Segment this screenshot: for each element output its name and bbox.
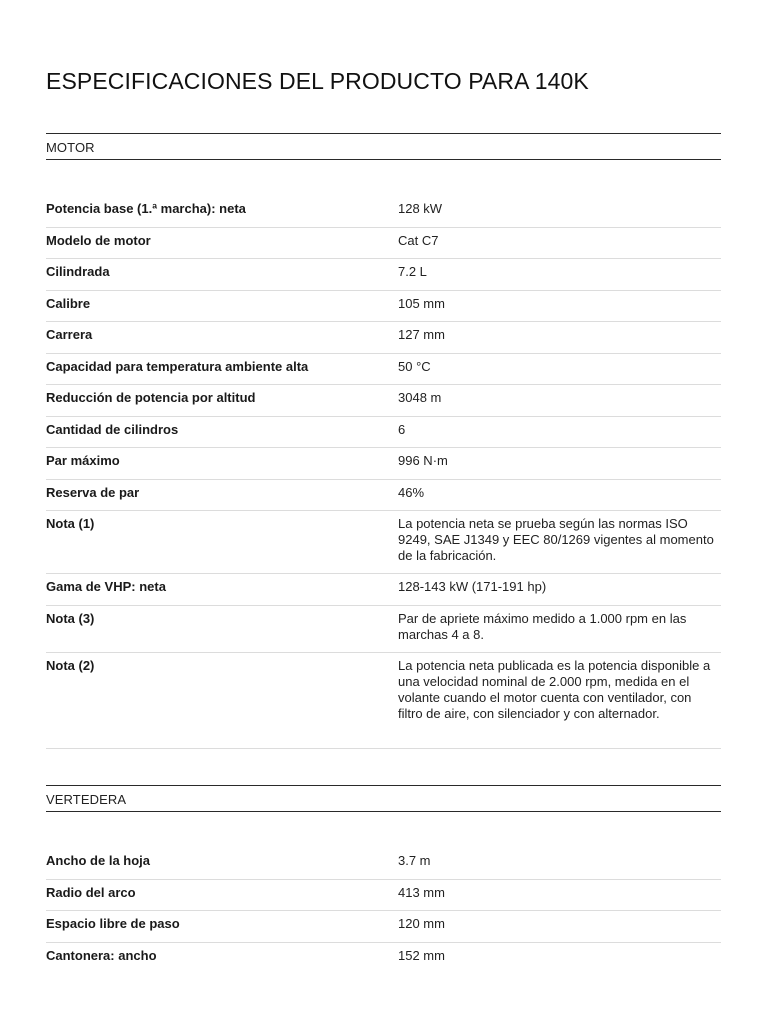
spec-value: 128 kW [398,201,443,216]
spec-row [46,354,721,386]
spec-row [46,291,721,323]
spec-label: Potencia base (1.ª marcha): neta [46,201,246,216]
spec-row [46,880,721,912]
spec-label: Modelo de motor [46,232,151,248]
spec-label: Ancho de la hoja [46,853,151,868]
spec-label: Cilindrada [46,264,110,279]
spec-value: La potencia neta se prueba según las normas ISO 9249, SAE J1349 y EEC 80/1269 vigentes al momento de la fabricación. [398,516,714,563]
spec-label: Gama de VHP: neta [46,579,166,594]
spec-value: 3048 m [398,390,442,405]
spec-value: 105 mm [398,295,445,311]
spec-label: Cantidad de cilindros [46,421,179,437]
spec-row [46,911,721,943]
spec-value: 152 mm [398,947,445,963]
spec-label: Cantonera: ancho [46,947,157,963]
spec-row [46,385,721,417]
spec-value: 996 N·m [398,453,448,468]
spec-label: Nota (3) [46,610,95,626]
spec-row [46,259,721,291]
spec-label: Nota (2) [46,658,95,673]
spec-row [46,653,721,749]
spec-row [46,943,721,975]
spec-row [46,511,721,574]
spec-value: 46% [398,484,425,500]
spec-value: 127 mm [398,327,445,342]
section-header: VERTEDERA [46,785,721,812]
spec-value: La potencia neta publicada es la potencia disponible a una velocidad nominal de 2.000 rpm, medida en el volante cuando el motor cuenta con ventilador, con filtro de aire, con silenciador y con alternador. [398,658,711,721]
spec-value: Par de apriete máximo medido a 1.000 rpm en las marchas 4 a 8. [398,610,687,642]
spec-value: 6 [398,421,406,437]
spec-label: Par máximo [46,453,120,468]
spec-label: Carrera [46,327,93,342]
spec-label: Calibre [46,295,91,311]
spec-row [46,606,721,654]
spec-label: Espacio libre de paso [46,916,180,931]
section-vertedera [46,785,721,974]
section-motor [46,133,721,749]
spec-table [46,848,721,974]
section-header: MOTOR [46,133,721,160]
spec-row [46,322,721,354]
spec-label: Nota (1) [46,516,95,531]
spec-row [46,480,721,512]
spec-row [46,448,721,480]
spec-table [46,196,721,749]
spec-value: 128-143 kW (171-191 hp) [398,579,547,594]
spec-row [46,417,721,449]
spec-value: 3.7 m [398,853,431,868]
spec-value: 413 mm [398,884,445,900]
spec-value: 50 °C [398,358,431,374]
spec-label: Reserva de par [46,484,140,500]
spec-row [46,574,721,606]
page-title: ESPECIFICACIONES DEL PRODUCTO PARA 140K [46,68,589,94]
spec-value: 7.2 L [398,264,427,279]
spec-label: Radio del arco [46,884,136,900]
spec-value: 120 mm [398,916,445,931]
spec-row [46,228,721,260]
spec-label: Capacidad para temperatura ambiente alta [46,358,309,374]
spec-row [46,848,721,880]
spec-row [46,196,721,228]
spec-label: Reducción de potencia por altitud [46,390,256,405]
spec-value: Cat C7 [398,232,439,248]
